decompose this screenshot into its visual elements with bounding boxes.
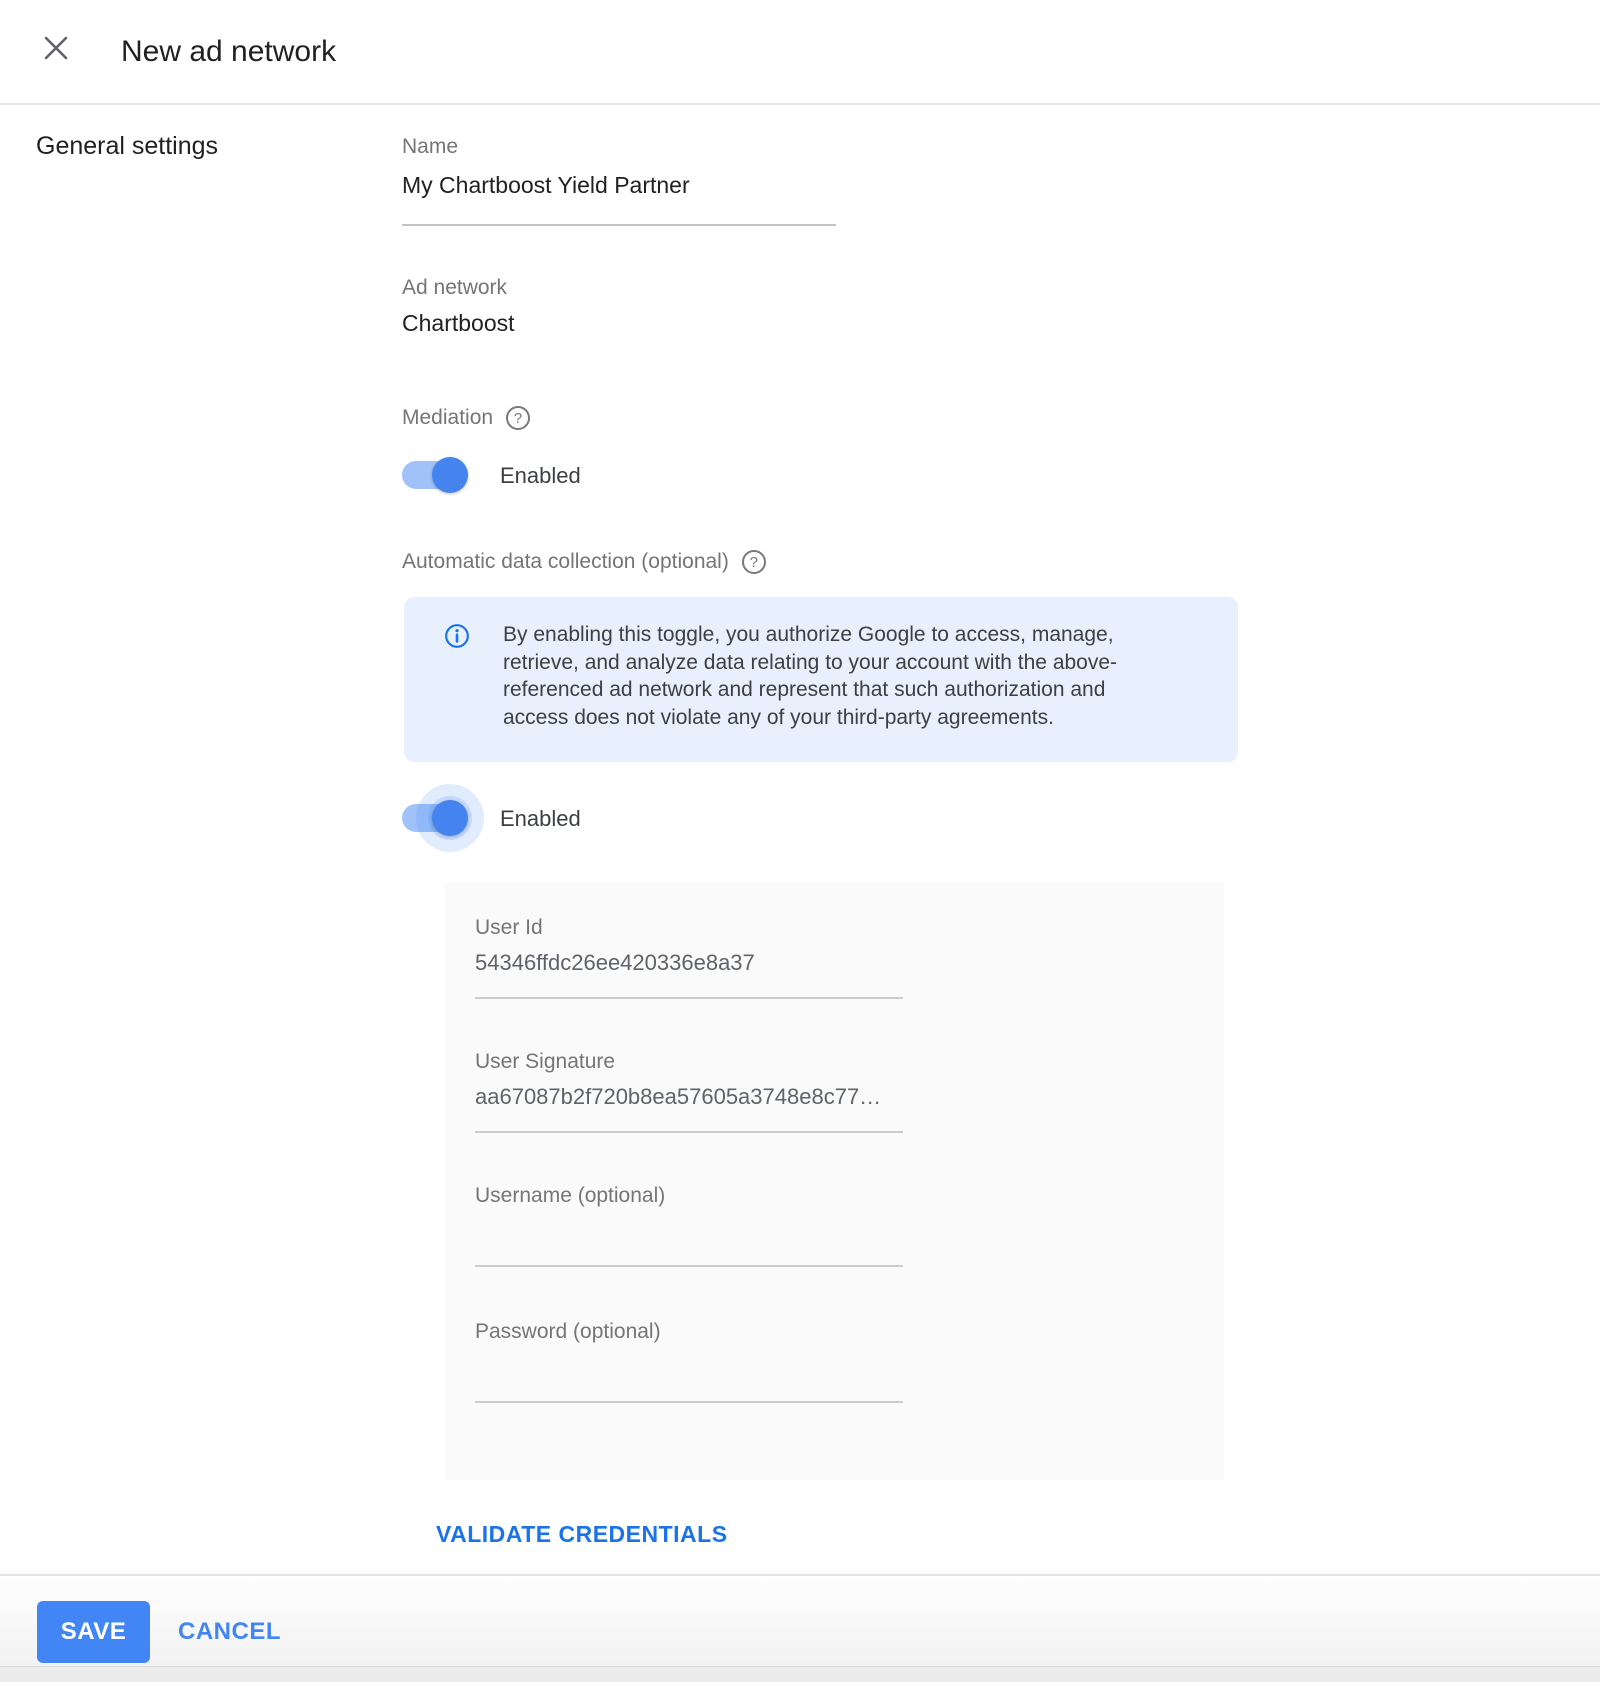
password-field[interactable] [475,1320,903,1404]
cancel-button[interactable]: CANCEL [178,1618,281,1645]
auto-collection-label-row [402,550,766,574]
password-label: Password (optional) [475,1320,661,1343]
username-field[interactable] [475,1184,903,1268]
mediation-toggle-thumb [432,457,468,493]
name-underline [402,224,836,226]
name-label: Name [402,135,459,158]
validate-credentials-button[interactable]: VALIDATE CREDENTIALS [436,1521,728,1547]
dialog-header [0,0,1600,105]
authorization-notice-text [503,621,1117,731]
mediation-label: Mediation [402,406,494,429]
dialog-title: New ad network [121,35,337,68]
info-icon [444,623,470,649]
notice-line: By enabling this toggle, you authorize Google to access, manage, [503,623,1114,646]
user-signature-field[interactable] [475,1050,903,1134]
mediation-toggle[interactable] [402,461,470,489]
ad-network-label: Ad network [402,276,508,299]
credentials-panel [446,883,1224,1480]
mediation-label-row [402,406,530,430]
user-signature-underline [475,1131,903,1133]
save-button[interactable]: SAVE [37,1601,150,1663]
user-id-label: User Id [475,916,543,939]
name-value[interactable]: My Chartboost Yield Partner [402,172,690,198]
username-label: Username (optional) [475,1184,666,1207]
user-id-underline [475,997,903,999]
close-button[interactable] [38,32,74,68]
auto-collection-toggle-thumb [432,800,468,836]
notice-line: access does not violate any of your third-party agreements. [503,705,1054,729]
auto-collection-toggle[interactable] [402,804,470,832]
auto-collection-label: Automatic data collection (optional) [402,550,729,573]
user-signature-value[interactable]: aa67087b2f720b8ea57605a3748e8c77… [475,1084,882,1109]
authorization-notice [404,597,1238,762]
auto-collection-state-label: Enabled [500,806,581,831]
user-id-field[interactable] [475,916,903,1000]
notice-line: referenced ad network and represent that such authorization and [503,678,1106,701]
password-underline [475,1401,903,1403]
close-icon [39,31,73,70]
section-label-general-settings: General settings [36,132,219,160]
mediation-state-label: Enabled [500,463,581,488]
user-id-value[interactable]: 54346ffdc26ee420336e8a37 [475,950,755,975]
username-underline [475,1265,903,1267]
auto-collection-help-icon[interactable]: ? [742,550,766,574]
ad-network-value: Chartboost [402,310,515,336]
page-background-strip [0,1666,1600,1682]
user-signature-label: User Signature [475,1050,616,1073]
notice-line: retrieve, and analyze data relating to your account with the above- [503,650,1118,674]
footer-divider [0,1574,1600,1576]
mediation-help-icon[interactable]: ? [506,406,530,430]
